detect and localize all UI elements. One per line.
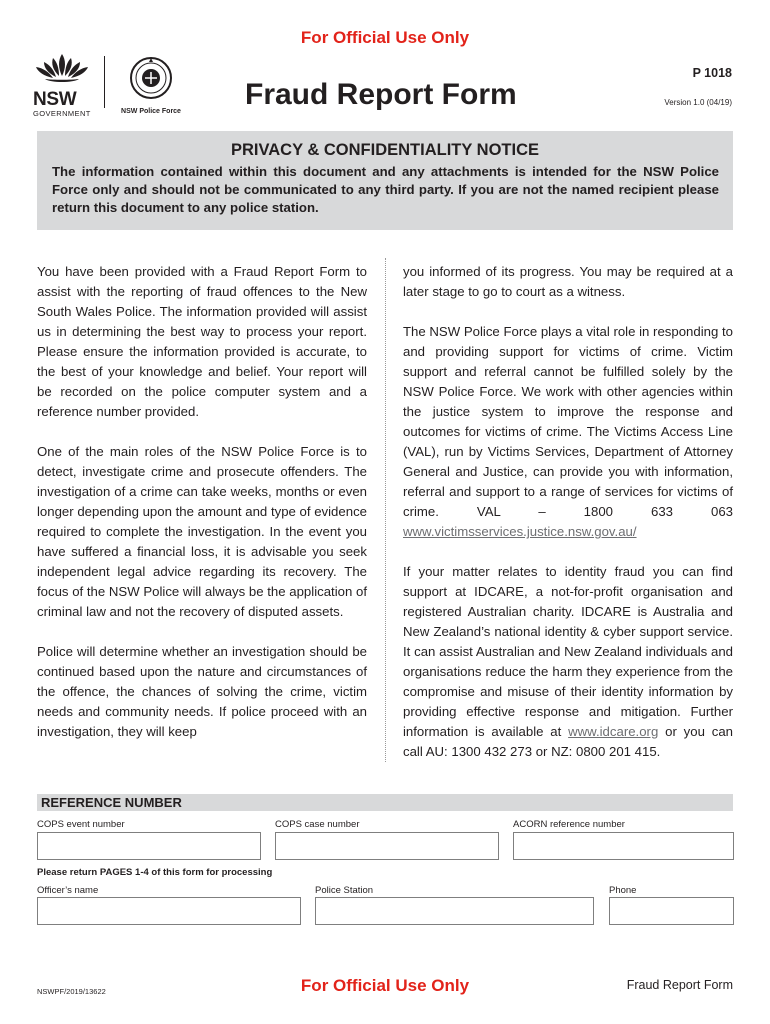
- nsw-wordmark: NSW: [33, 89, 77, 110]
- phone-field[interactable]: [609, 897, 734, 925]
- nsw-government-logo: [33, 52, 93, 118]
- police-station-label: Police Station: [315, 885, 374, 896]
- cops-event-number-field[interactable]: [37, 832, 261, 860]
- official-use-banner-top: For Official Use Only: [300, 28, 470, 47]
- officer-name-label: Officer’s name: [37, 885, 99, 896]
- acorn-reference-number-field[interactable]: [513, 832, 734, 860]
- cops-case-label: COPS case number: [275, 819, 360, 830]
- reference-number-title: REFERENCE NUMBER: [41, 795, 182, 810]
- government-wordmark: GOVERNMENT: [33, 109, 91, 118]
- investigation-paragraph: Police will determine whether an investigation should be continued based upon the nature and circumstances of the offence, the chances of solving the crime, victim needs and community needs. If police proceed with an investigation, they will keep: [37, 644, 367, 739]
- acorn-reference-label: ACORN reference number: [513, 819, 625, 830]
- cops-case-number-field[interactable]: [275, 832, 499, 860]
- cops-event-label: COPS event number: [37, 819, 125, 830]
- reference-number-header: [37, 794, 733, 811]
- privacy-notice-body: The information contained within this document and any attachments is intended for the NSW Police Force only and should not be communicated to any third party. If you are not the named recipient please return this document to any police station.: [52, 164, 719, 215]
- privacy-notice-title: PRIVACY & CONFIDENTIALITY NOTICE: [230, 141, 540, 159]
- police-wordmark: NSW Police Force: [121, 108, 181, 115]
- phone-label: Phone: [609, 885, 637, 896]
- logo-divider: [104, 56, 105, 108]
- police-station-field[interactable]: [315, 897, 594, 925]
- victim-support-paragraph: [403, 322, 733, 542]
- idcare-contact-text: or you can call AU: 1300 432 273 or NZ: 0800 201 415.: [403, 724, 734, 759]
- victim-support-text: The NSW Police Force plays a vital role in responding to and providing support for victims of crime. Victim support and referral cannot be fulfilled solely by the NSW Police Force. We work with other agencies within the justice system to improve the response and outcomes for victims of crime. The Victims Access Line (VAL), run by Victims Services, Department of Attorney General and Justice, can provide you with information, referral and support to a range of services for victims of crime. VAL – 1800 633 063: [403, 324, 733, 519]
- idcare-link[interactable]: www.idcare.org: [568, 724, 659, 739]
- footer-form-title: Fraud Report Form: [626, 978, 733, 992]
- left-column: [37, 262, 367, 762]
- official-use-banner-bottom: For Official Use Only: [300, 976, 470, 995]
- return-pages-note: Please return PAGES 1-4 of this form for processing: [37, 867, 273, 878]
- form-title: Fraud Report Form: [245, 78, 517, 111]
- idcare-paragraph: [403, 562, 733, 762]
- form-code: P 1018: [692, 66, 732, 80]
- right-column: [403, 262, 733, 782]
- idcare-text: If your matter relates to identity fraud you can find support at IDCARE, a not-for-profit organisation and registered Australian charity. IDCARE is Australia and New Zealand’s national identity & cyber support service. It can assist Australian and New Zealand individuals and organisations reduce the harm they experience from the compromise and misuse of their identity information by providing effective response and mitigation. Further information is available at: [403, 564, 733, 739]
- police-crest-icon: [129, 56, 173, 100]
- progress-paragraph: you informed of its progress. You may be required at a later stage to go to court as a witness.: [403, 264, 733, 299]
- privacy-notice: [37, 131, 733, 230]
- column-divider: [385, 258, 386, 762]
- form-version: Version 1.0 (04/19): [664, 98, 732, 107]
- police-role-paragraph: One of the main roles of the NSW Police Force is to detect, investigate crime and prosecute offenders. The investigation of a crime can take weeks, months or even longer depending upon the amount and type of evidence required to complete the investigation. In the event you have suffered a financial loss, it is advisable you seek independent legal advice regarding its recovery. The focus of the NSW Police will always be the application of criminal law and not the recovery of disputed assets.: [37, 444, 367, 619]
- victims-services-link[interactable]: www.victimsservices.justice.nsw.gov.au/: [403, 524, 637, 539]
- officer-name-field[interactable]: [37, 897, 301, 925]
- intro-paragraph: You have been provided with a Fraud Report Form to assist with the reporting of fraud offences to the New South Wales Police. The information provided will assist us in determining the best way to process your report. Please ensure the information provided is accurate, to the best of your knowledge and belief. Your report will be recorded on the police computer system and a reference number provided.: [37, 264, 367, 419]
- nsw-police-force-logo: [118, 56, 184, 115]
- waratah-icon: [33, 52, 91, 84]
- footer-document-code: NSWPF/2019/13622: [37, 987, 106, 996]
